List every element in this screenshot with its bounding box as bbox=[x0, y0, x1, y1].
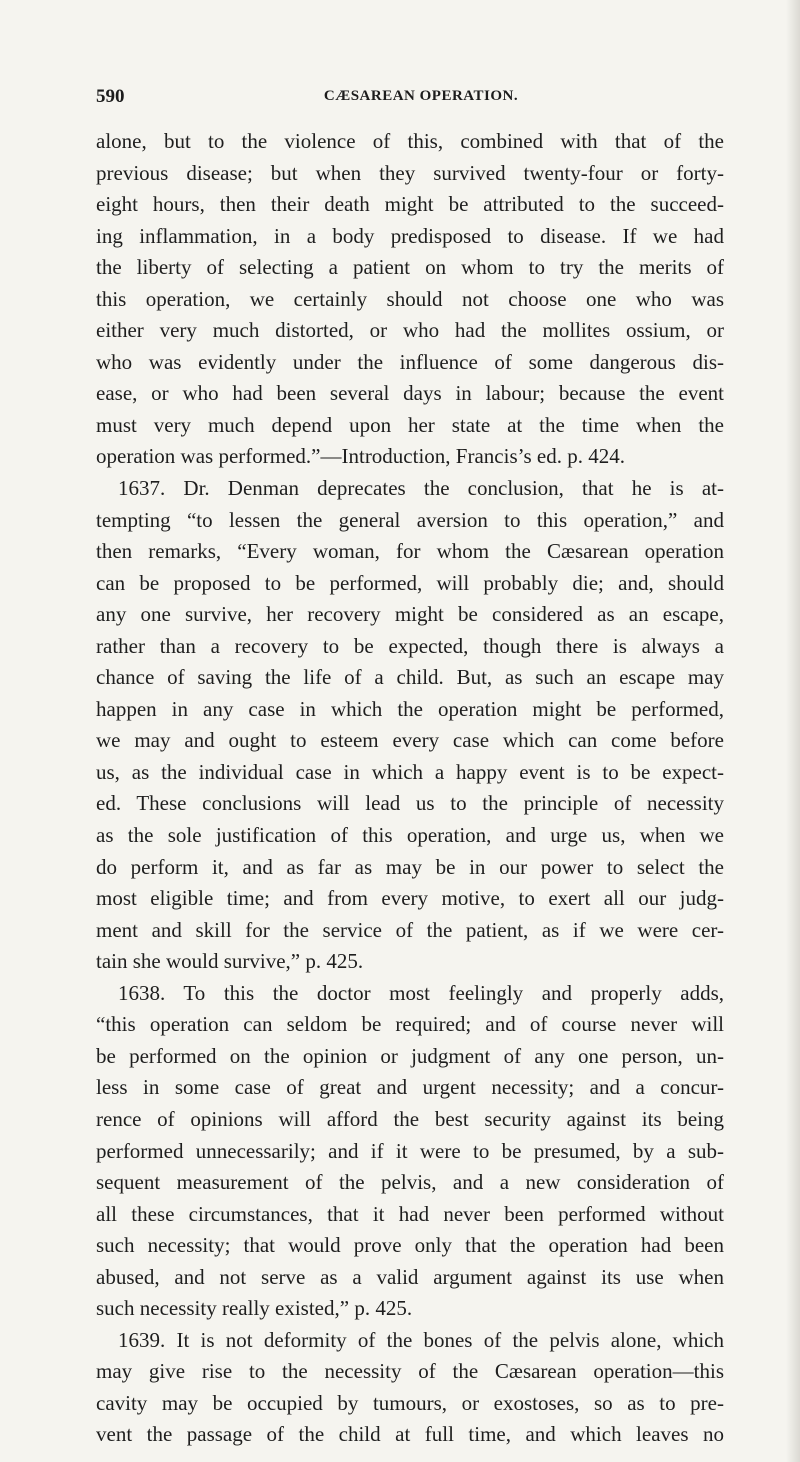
text-line: “this operation can seldom be required; and of course never will bbox=[96, 1012, 724, 1037]
text-line: chance of saving the life of a child. But, as such an escape may bbox=[96, 665, 724, 690]
text-line: this operation, we certainly should not choose one who was bbox=[96, 286, 724, 311]
text-line: the liberty of selecting a patient on whom to try the merits of bbox=[96, 255, 724, 280]
text-line: alone, but to the violence of this, combined with that of the bbox=[96, 129, 724, 153]
text-line: ed. These conclusions will lead us to the principle of necessity bbox=[96, 791, 724, 816]
text-line: previous disease; but when they survived twenty-four or forty- bbox=[96, 160, 724, 185]
text-line: either very much distorted, or who had the mollites ossium, or bbox=[96, 318, 724, 343]
paragraph-1638-start: 1638. To this the doctor most feelingly and properly adds, bbox=[118, 980, 724, 1005]
running-head: CÆSAREAN OPERATION. bbox=[323, 88, 519, 104]
paragraph-1639-start: 1639. It is not deformity of the bones of the pelvis alone, which bbox=[118, 1327, 724, 1352]
text-line: any one survive, her recovery might be considered as an escape, bbox=[96, 602, 724, 627]
text-line: ment and skill for the service of the patient, as if we were cer- bbox=[96, 917, 724, 942]
text-line: we may and ought to esteem every case which can come before bbox=[96, 728, 724, 753]
page-number: 590 bbox=[96, 86, 125, 107]
text-line: rather than a recovery to be expected, though there is always a bbox=[96, 633, 724, 658]
text-line: happen in any case in which the operation might be performed, bbox=[96, 696, 724, 721]
text-line: can be proposed to be performed, will probably die; and, should bbox=[96, 570, 724, 595]
text-line: rence of opinions will afford the best security against its being bbox=[96, 1106, 724, 1131]
text-line: must very much depend upon her state at the time when the bbox=[96, 412, 724, 437]
text-line: do perform it, and as far as may be in our power to select the bbox=[96, 854, 724, 879]
text-line: vent the passage of the child at full time, and which leaves no bbox=[96, 1422, 724, 1447]
text-line: who was evidently under the influence of some dangerous dis- bbox=[96, 349, 724, 374]
text-line: such necessity really existed,” p. 425. bbox=[96, 1296, 413, 1321]
text-line: ease, or who had been several days in labour; because the event bbox=[96, 381, 724, 406]
text-line: us, as the individual case in which a happy event is to be expect- bbox=[96, 759, 724, 784]
text-line: eight hours, then their death might be attributed to the succeed- bbox=[96, 192, 724, 217]
text-line: performed unnecessarily; and if it were to be presumed, by a sub- bbox=[96, 1138, 724, 1163]
body-text bbox=[96, 126, 724, 1451]
text-line: less in some case of great and urgent necessity; and a concur- bbox=[96, 1075, 724, 1100]
text-line: operation was performed.”—Introduction, Francis’s ed. p. 424. bbox=[96, 444, 625, 469]
text-line: tempting “to lessen the general aversion to this operation,” and bbox=[96, 507, 724, 532]
text-line: then remarks, “Every woman, for whom the Cæsarean operation bbox=[96, 539, 724, 564]
text-line: sequent measurement of the pelvis, and a new consideration of bbox=[96, 1170, 724, 1195]
text-line: such necessity; that would prove only that the operation had been bbox=[96, 1233, 724, 1258]
text-line: be performed on the opinion or judgment of any one person, un- bbox=[96, 1043, 724, 1068]
text-line: most eligible time; and from every motive, to exert all our judg- bbox=[96, 886, 724, 911]
text-line: ing inflammation, in a body predisposed to disease. If we had bbox=[96, 223, 724, 248]
paragraph-1637-start: 1637. Dr. Denman deprecates the conclusion, that he is at- bbox=[118, 476, 724, 501]
text-line: as the sole justification of this operation, and urge us, when we bbox=[96, 823, 724, 848]
page-header bbox=[96, 86, 746, 112]
text-line: may give rise to the necessity of the Cæsarean operation—this bbox=[96, 1359, 724, 1384]
text-line: abused, and not serve as a valid argument against its use when bbox=[96, 1264, 724, 1289]
text-line: cavity may be occupied by tumours, or exostoses, so as to pre- bbox=[96, 1390, 724, 1415]
text-line: all these circumstances, that it had never been performed without bbox=[96, 1201, 724, 1226]
page-edge-shadow bbox=[786, 0, 800, 1462]
text-line: tain she would survive,” p. 425. bbox=[96, 949, 364, 974]
